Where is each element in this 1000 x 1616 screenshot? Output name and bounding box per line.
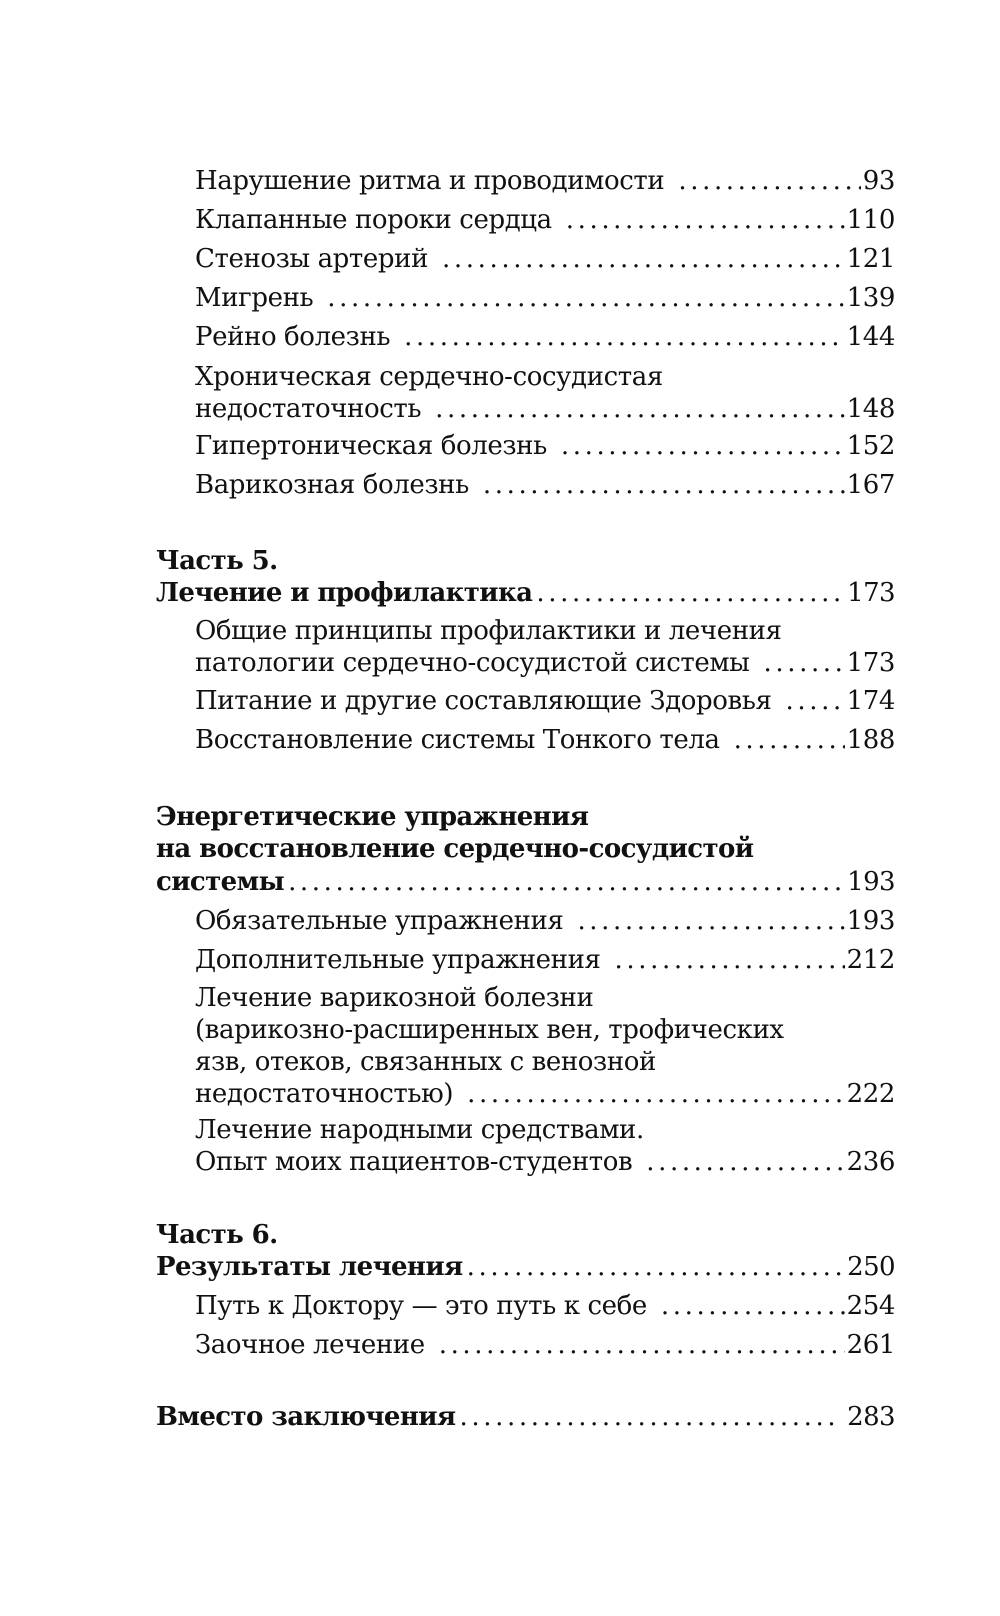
toc-page-number: 144 bbox=[846, 322, 895, 352]
toc-entry-raynaud[interactable] bbox=[195, 321, 895, 353]
toc-page-number: 139 bbox=[846, 283, 895, 313]
leader-dots bbox=[646, 1146, 844, 1178]
toc-entry-title-line: Лечение народными средствами. bbox=[195, 1115, 644, 1145]
toc-page-number: 283 bbox=[847, 1402, 895, 1432]
toc-entry-title-line: Лечение варикозной болезни bbox=[195, 983, 594, 1013]
toc-page-number: 254 bbox=[846, 1291, 895, 1321]
part-6-heading: Часть 6. bbox=[156, 1220, 278, 1250]
toc-entry-chronic-insufficiency[interactable] bbox=[195, 361, 895, 425]
toc-entry-varicose-treatment[interactable] bbox=[195, 982, 895, 1110]
leader-dots bbox=[566, 204, 845, 236]
leader-dots bbox=[439, 1329, 845, 1361]
leader-dots bbox=[460, 1401, 842, 1433]
toc-entry-title: Восстановление системы Тонкого тела bbox=[195, 725, 720, 755]
toc-entry-title: системы bbox=[156, 867, 285, 897]
toc-page-number: 110 bbox=[846, 205, 895, 235]
toc-entry-title: Нарушение ритма и проводимости bbox=[195, 166, 665, 196]
leader-dots bbox=[483, 469, 845, 501]
toc-entry-title: Стенозы артерий bbox=[195, 244, 429, 274]
toc-entry-title-line: Общие принципы профилактики и лечения bbox=[195, 616, 782, 646]
toc-entry-general-principles[interactable] bbox=[195, 615, 895, 679]
toc-entry-title-line: Хроническая сердечно-сосудистая bbox=[195, 362, 663, 392]
leader-dots bbox=[288, 866, 841, 898]
leader-dots bbox=[678, 165, 860, 197]
toc-entry-additional-exercises[interactable] bbox=[195, 944, 895, 976]
toc-entry-title: Варикозная болезнь bbox=[195, 470, 469, 500]
toc-entry-title-line: язв, отеков, связанных с венозной bbox=[195, 1047, 656, 1077]
toc-page-number: 212 bbox=[846, 945, 895, 975]
toc-page-number: 93 bbox=[862, 166, 895, 196]
toc-entry-part6-title[interactable] bbox=[156, 1251, 895, 1283]
toc-entry-valves[interactable] bbox=[195, 204, 895, 236]
leader-dots bbox=[763, 647, 844, 679]
toc-entry-hypertension[interactable] bbox=[195, 430, 895, 462]
leader-dots bbox=[442, 243, 845, 275]
toc-entry-rhythm[interactable] bbox=[195, 165, 895, 197]
toc-entry-remote-treatment[interactable] bbox=[195, 1329, 895, 1361]
toc-page-number: 193 bbox=[847, 867, 895, 897]
toc-entry-title: Питание и другие составляющие Здоровья bbox=[195, 686, 772, 716]
toc-entry-nutrition[interactable] bbox=[195, 685, 895, 717]
toc-page-number: 148 bbox=[846, 394, 895, 424]
leader-dots bbox=[615, 944, 845, 976]
toc-entry-title: Дополнительные упражнения bbox=[195, 945, 601, 975]
toc-page-number: 121 bbox=[846, 244, 895, 274]
toc-entry-path-to-doctor[interactable] bbox=[195, 1290, 895, 1322]
leader-dots bbox=[734, 724, 845, 756]
toc-page-number: 173 bbox=[847, 578, 895, 608]
toc-page-number: 236 bbox=[846, 1147, 895, 1177]
toc-entry-title: Результаты лечения bbox=[156, 1252, 463, 1282]
toc-entry-energy-title[interactable] bbox=[156, 866, 895, 898]
toc-page-number: 250 bbox=[847, 1252, 895, 1282]
toc-entry-folk-remedies[interactable] bbox=[195, 1114, 895, 1178]
toc-page-number: 167 bbox=[846, 470, 895, 500]
toc-entry-conclusion[interactable] bbox=[156, 1401, 895, 1433]
toc-page-number: 222 bbox=[846, 1079, 895, 1109]
leader-dots bbox=[435, 393, 844, 425]
toc-entry-title-line: (варикозно-расширенных вен, трофических bbox=[195, 1015, 784, 1045]
leader-dots bbox=[786, 685, 845, 717]
leader-dots bbox=[536, 577, 841, 609]
toc-page-number: 152 bbox=[846, 431, 895, 461]
leader-dots bbox=[467, 1078, 844, 1110]
toc-entry-title: недостаточностью) bbox=[195, 1079, 454, 1109]
energy-heading-line-1: Энергетические упражнения bbox=[156, 802, 589, 832]
toc-page-number: 193 bbox=[846, 906, 895, 936]
toc-page-number: 188 bbox=[846, 725, 895, 755]
toc-entry-subtle-body[interactable] bbox=[195, 724, 895, 756]
toc-entry-title: патологии сердечно-сосудистой системы bbox=[195, 648, 750, 678]
toc-entry-title: недостаточность bbox=[195, 394, 422, 424]
leader-dots bbox=[404, 321, 844, 353]
toc-page-number: 261 bbox=[846, 1330, 895, 1360]
toc-entry-title: Путь к Доктору — это путь к себе bbox=[195, 1291, 647, 1321]
toc-entry-title: Опыт моих пациентов-студентов bbox=[195, 1147, 633, 1177]
toc-entry-part5-title[interactable] bbox=[156, 577, 895, 609]
energy-heading-line-2: на восстановление сердечно-сосудистой bbox=[156, 834, 754, 864]
leader-dots bbox=[661, 1290, 845, 1322]
toc-entry-title: Клапанные пороки сердца bbox=[195, 205, 552, 235]
toc-entry-title: Заочное лечение bbox=[195, 1330, 425, 1360]
toc-entry-migraine[interactable] bbox=[195, 282, 895, 314]
toc-entry-title: Мигрень bbox=[195, 283, 314, 313]
toc-entry-title: Лечение и профилактика bbox=[156, 578, 533, 608]
leader-dots bbox=[327, 282, 844, 314]
toc-page-number: 173 bbox=[846, 648, 895, 678]
leader-dots bbox=[577, 905, 844, 937]
leader-dots bbox=[561, 430, 845, 462]
toc-entry-title: Вместо заключения bbox=[156, 1402, 456, 1432]
part-5-heading: Часть 5. bbox=[156, 546, 278, 576]
toc-entry-stenosis[interactable] bbox=[195, 243, 895, 275]
toc-entry-varicose[interactable] bbox=[195, 469, 895, 501]
leader-dots bbox=[467, 1251, 842, 1283]
toc-entry-title: Рейно болезнь bbox=[195, 322, 391, 352]
toc-entry-title: Гипертоническая болезнь bbox=[195, 431, 547, 461]
toc-entry-mandatory-exercises[interactable] bbox=[195, 905, 895, 937]
toc-entry-title: Обязательные упражнения bbox=[195, 906, 564, 936]
toc-page-number: 174 bbox=[846, 686, 895, 716]
